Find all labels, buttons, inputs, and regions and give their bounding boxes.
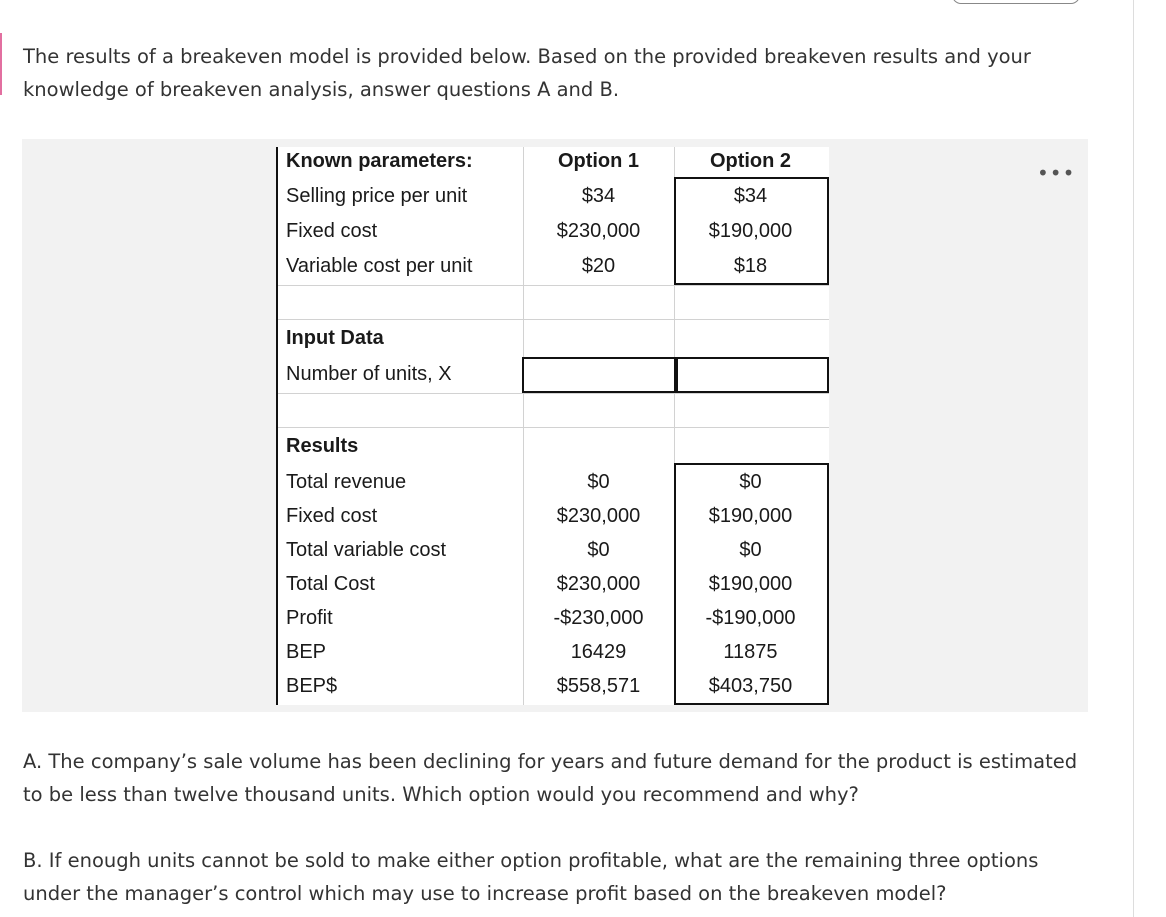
grid-line [276,319,829,320]
row-bep-label: BEP [286,641,327,663]
row-total-variable-cost-option1: $0 [587,539,610,561]
row-bep-dollars-label: BEP$ [286,675,338,697]
row-total-cost-label: Total Cost [286,573,375,595]
row-total-variable-cost-label: Total variable cost [286,539,447,561]
intro-text: The results of a breakeven model is provided below. Based on the provided breakeven results and your knowledge of breakeven analysis, answer questions A and B. [23,45,1031,101]
row-total-variable-cost-option2: $0 [739,539,762,561]
header-option2: Option 2 [709,150,792,172]
row-units-option2 [674,357,827,391]
left-accent-bar [0,33,2,95]
grid-line [276,393,829,394]
input-data-heading: Input Data [286,327,384,349]
results-heading: Results [286,435,359,457]
row-units-label: Number of units, X [286,363,452,385]
more-options-icon[interactable]: ••• [1037,161,1076,185]
row-results-fixed-cost-option2: $190,000 [708,505,793,527]
breakeven-image-panel [22,139,1088,712]
row-total-revenue-option1: $0 [587,471,610,493]
row-total-revenue-label: Total revenue [286,471,407,493]
row-total-cost-option2: $190,000 [708,573,793,595]
row-profit-label: Profit [286,607,333,629]
row-fixed-cost-label: Fixed cost [286,220,378,242]
right-divider [1133,0,1134,917]
question-a: A. The company’s sale volume has been declining for years and future demand for the product is estimated to be less than twelve thousand units. Which option would you recommend and why? [23,750,1078,806]
row-profit-option1: -$230,000 [553,607,644,629]
row-selling-price-option2: $34 [733,185,768,207]
row-results-fixed-cost-option1: $230,000 [556,505,641,527]
row-bep-option2: 11875 [723,641,778,663]
row-profit-option2: -$190,000 [705,607,796,629]
row-variable-cost-option2: $18 [733,255,768,277]
row-bep-dollars-option2: $403,750 [708,675,793,697]
grid-line [276,285,829,286]
question-b: B. If enough units cannot be sold to make either option profitable, what are the remaining three options under the manager’s control which may use to increase profit based on the breakeven model? [23,849,1039,905]
breakeven-table [276,147,829,705]
grid-line [276,427,829,428]
header-option1: Option 1 [557,150,640,172]
row-total-revenue-option2: $0 [739,471,762,493]
row-total-cost-option1: $230,000 [556,573,641,595]
row-fixed-cost-option2: $190,000 [708,220,793,242]
row-variable-cost-option1: $20 [581,255,616,277]
top-pill-button[interactable] [952,0,1080,4]
row-selling-price-option1: $34 [581,185,616,207]
row-units-option1 [523,357,674,391]
row-bep-option1: 16429 [570,641,627,663]
row-variable-cost-label: Variable cost per unit [286,255,473,277]
row-results-fixed-cost-label: Fixed cost [286,505,378,527]
row-fixed-cost-option1: $230,000 [556,220,641,242]
header-label: Known parameters: [286,150,473,172]
table-left-border [276,147,278,705]
row-bep-dollars-option1: $558,571 [556,675,641,697]
row-selling-price-label: Selling price per unit [286,185,468,207]
